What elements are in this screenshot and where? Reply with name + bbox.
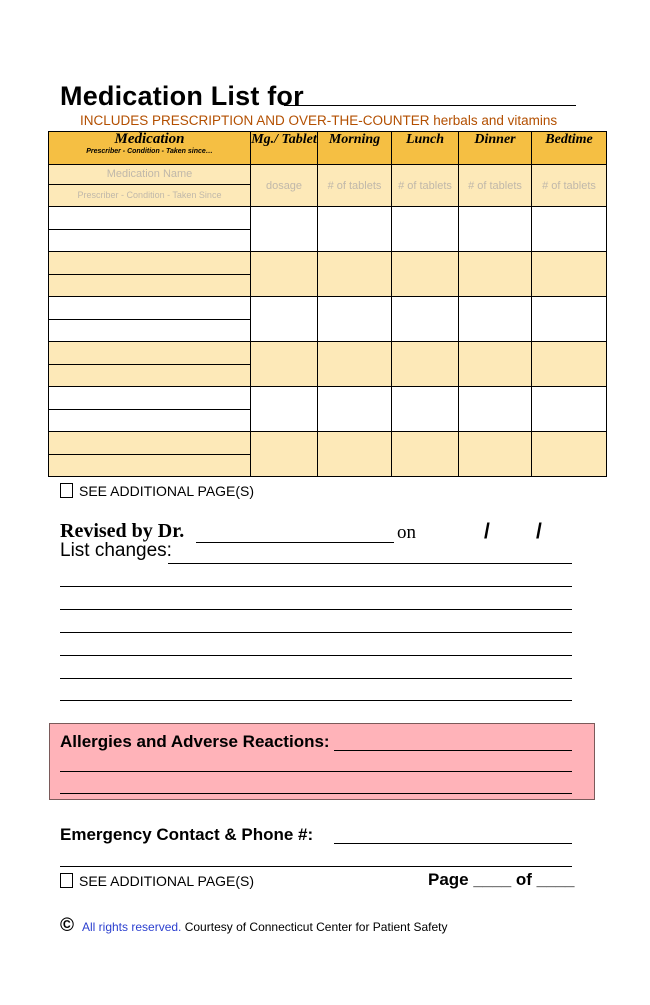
changes-line[interactable] bbox=[60, 586, 572, 587]
mg-cell[interactable] bbox=[251, 387, 318, 432]
mg-cell[interactable] bbox=[251, 342, 318, 387]
header-bedtime: Bedtime bbox=[532, 132, 607, 165]
doctor-name-line[interactable] bbox=[196, 542, 394, 543]
medication-cell[interactable] bbox=[49, 207, 251, 252]
dinner-cell[interactable] bbox=[459, 387, 532, 432]
example-dosage: dosage bbox=[251, 165, 318, 207]
dinner-cell[interactable] bbox=[459, 297, 532, 342]
bedtime-cell[interactable] bbox=[532, 432, 607, 477]
mg-cell[interactable] bbox=[251, 432, 318, 477]
lunch-cell[interactable] bbox=[392, 297, 459, 342]
morning-cell[interactable] bbox=[318, 297, 392, 342]
checkbox-icon[interactable] bbox=[60, 483, 73, 498]
changes-line[interactable] bbox=[60, 700, 572, 701]
checkbox-icon[interactable] bbox=[60, 873, 73, 888]
mg-cell[interactable] bbox=[251, 207, 318, 252]
table-row bbox=[49, 207, 607, 252]
medication-table bbox=[48, 131, 607, 477]
list-changes-line[interactable] bbox=[168, 563, 572, 564]
allergies-line[interactable] bbox=[334, 750, 572, 751]
header-medication bbox=[49, 132, 251, 165]
header-lunch: Lunch bbox=[392, 132, 459, 165]
dinner-cell[interactable] bbox=[459, 252, 532, 297]
courtesy-text: Courtesy of Connecticut Center for Patient Safety bbox=[184, 920, 448, 934]
example-dinner-tablets: # of tablets bbox=[459, 165, 532, 207]
table-row bbox=[49, 432, 607, 477]
bedtime-cell[interactable] bbox=[532, 387, 607, 432]
table-row bbox=[49, 297, 607, 342]
additional-pages-label: SEE ADDITIONAL PAGE(S) bbox=[79, 873, 255, 889]
changes-line[interactable] bbox=[60, 678, 572, 679]
mg-cell[interactable] bbox=[251, 252, 318, 297]
revised-by-label: Revised by Dr. bbox=[60, 520, 185, 542]
table-row bbox=[49, 342, 607, 387]
date-separator: / bbox=[536, 520, 542, 543]
dinner-cell[interactable] bbox=[459, 207, 532, 252]
example-medication-details: Prescriber - Condition - Taken Since bbox=[49, 184, 250, 206]
additional-pages-label: SEE ADDITIONAL PAGE(S) bbox=[79, 483, 255, 499]
bedtime-cell[interactable] bbox=[532, 207, 607, 252]
example-medication-name: Medication Name bbox=[106, 168, 193, 180]
changes-line[interactable] bbox=[60, 609, 572, 610]
header-dinner: Dinner bbox=[459, 132, 532, 165]
bedtime-cell[interactable] bbox=[532, 342, 607, 387]
medication-cell[interactable] bbox=[49, 387, 251, 432]
morning-cell[interactable] bbox=[318, 432, 392, 477]
dinner-cell[interactable] bbox=[459, 342, 532, 387]
bedtime-cell[interactable] bbox=[532, 297, 607, 342]
revised-on-label: on bbox=[397, 522, 416, 543]
mg-cell[interactable] bbox=[251, 297, 318, 342]
footer-text bbox=[82, 920, 448, 934]
morning-cell[interactable] bbox=[318, 252, 392, 297]
morning-cell[interactable] bbox=[318, 342, 392, 387]
date-separator: / bbox=[484, 520, 490, 543]
lunch-cell[interactable] bbox=[392, 432, 459, 477]
page-title: Medication List for bbox=[60, 81, 304, 111]
rights-link[interactable]: All rights reserved. bbox=[82, 920, 182, 934]
additional-pages-checkbox-1[interactable] bbox=[60, 483, 254, 499]
example-row bbox=[49, 165, 607, 207]
table-header-row bbox=[49, 132, 607, 165]
morning-cell[interactable] bbox=[318, 207, 392, 252]
dinner-cell[interactable] bbox=[459, 432, 532, 477]
morning-cell[interactable] bbox=[318, 387, 392, 432]
lunch-cell[interactable] bbox=[392, 252, 459, 297]
allergies-line[interactable] bbox=[60, 793, 572, 794]
additional-pages-checkbox-2[interactable] bbox=[60, 873, 254, 889]
lunch-cell[interactable] bbox=[392, 207, 459, 252]
changes-line[interactable] bbox=[60, 655, 572, 656]
header-medication-label: Medication bbox=[114, 131, 185, 147]
medication-cell[interactable] bbox=[49, 297, 251, 342]
header-medication-sub: Prescriber - Condition - Taken since… bbox=[86, 148, 213, 155]
header-mg-tablet: Mg./ Tablet bbox=[251, 132, 318, 165]
patient-name-line[interactable] bbox=[284, 105, 576, 106]
bedtime-cell[interactable] bbox=[532, 252, 607, 297]
emergency-contact-line[interactable] bbox=[334, 843, 572, 844]
emergency-contact-line[interactable] bbox=[60, 866, 572, 867]
lunch-cell[interactable] bbox=[392, 387, 459, 432]
allergies-label: Allergies and Adverse Reactions: bbox=[60, 732, 330, 751]
lunch-cell[interactable] bbox=[392, 342, 459, 387]
table-row bbox=[49, 387, 607, 432]
medication-cell[interactable] bbox=[49, 252, 251, 297]
changes-line[interactable] bbox=[60, 632, 572, 633]
example-bedtime-tablets: # of tablets bbox=[532, 165, 607, 207]
example-lunch-tablets: # of tablets bbox=[392, 165, 459, 207]
allergies-line[interactable] bbox=[60, 771, 572, 772]
emergency-contact-label: Emergency Contact & Phone #: bbox=[60, 825, 314, 844]
example-medication-cell bbox=[49, 165, 251, 207]
example-morning-tablets: # of tablets bbox=[318, 165, 392, 207]
header-morning: Morning bbox=[318, 132, 392, 165]
table-row bbox=[49, 252, 607, 297]
copyright-icon: © bbox=[60, 915, 74, 936]
medication-cell[interactable] bbox=[49, 342, 251, 387]
subtitle: INCLUDES PRESCRIPTION AND OVER-THE-COUNTER herbals and vitamins bbox=[80, 113, 558, 128]
list-changes-label: List changes: bbox=[60, 540, 172, 561]
medication-cell[interactable] bbox=[49, 432, 251, 477]
page-number: Page ____ of ____ bbox=[428, 870, 575, 889]
